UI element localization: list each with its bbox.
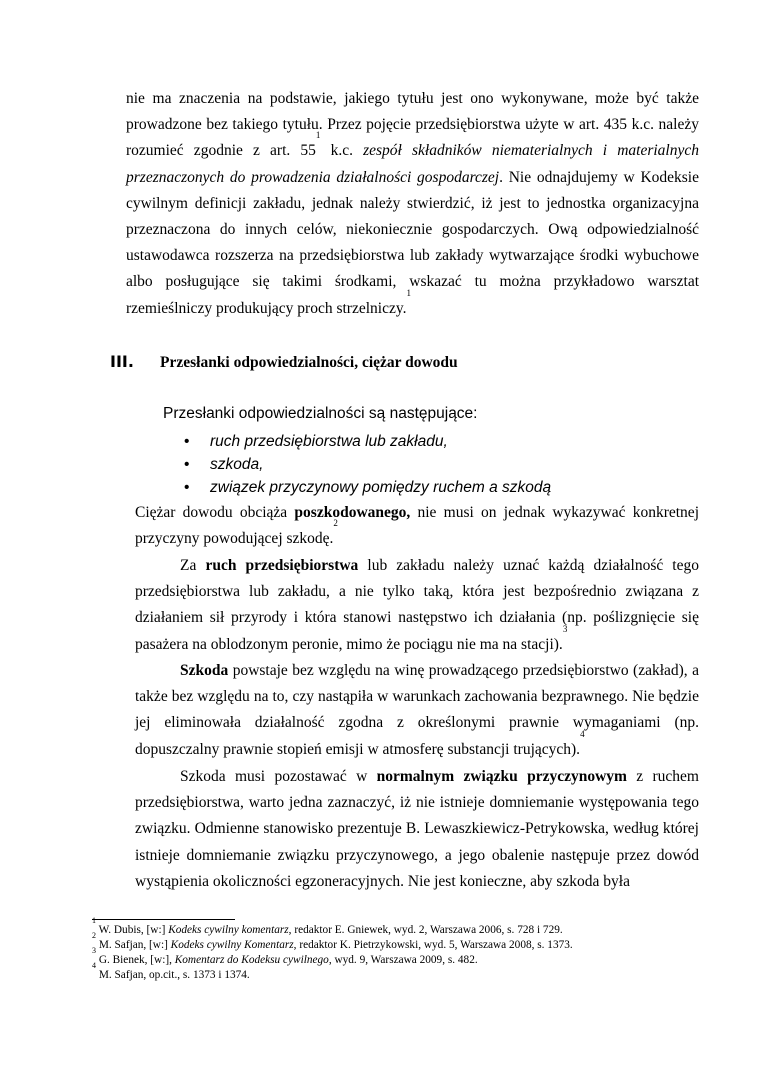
footnote-ref-1: 1 [406,287,411,298]
footnote-ref-2: 2 [333,518,338,529]
footnote-separator [92,919,235,920]
footnote: $^3$ G. Bienek, [w:], Komentarz do Kodeksu cywilnego, wyd. 9, Warszawa 2009, s. 482. [92,946,478,966]
paragraph-enterprise-definition: nie ma znaczenia na podstawie, jakiego tytułu jest ono wykonywane, może być także prowadzone bez takiego tytułu. Przez pojęcie przedsiębiorstwa użyte w art. 435 k.c. należy rozumieć zgodnie z art. $55^1$ k.c. zespół składników niematerialnych i materialnych przeznaczonych do prowadzenia działalności gospodarczej. Nie odnajdujemy w Kodeksie cywilnym definicji zakładu, jednak należy stwierdzić, iż jest to jednostka organizacyjna przeznaczona do innych celów, niekoniecznie gospodarczych. Ową odpowiedzialność ustawodawca rozszerza na przedsiębiorstwa lub zakłady wytwarzające środki wybuchowe albo posługujące się takimi środkami, wskazać tu można przykładowo warsztat rzemieślniczy produkujący proch strzelniczy.$^1$ [126,90,699,317]
footnote-ref-3: 3 [562,623,568,634]
footnotes [92,916,732,983]
footnote: $^4$ M. Safjan, op.cit., s. 1373 i 1374. [92,961,250,981]
paragraph-enterprise-operation: Za ruch przedsiębiorstwa lub zakładu należy uznać każdą działalność tego przedsiębiorstwa lub zakładu, a nie tylko taką, która jest bezpośrednio związana z działaniem sił przyrody i która stanowi następstwo ich działania (np. poślizgnięcie się pasażera na oblodzonym peronie, mimo że pociągu nie ma na stacji).$^3$ [135,557,699,653]
list-item: • związek przyczynowy pomiędzy ruchem a szkodą [180,476,551,499]
paragraph-burden-of-proof: Ciężar dowodu obciąża poszkodowanego, nie musi on jednak wykazywać konkretnej przyczyny powodującej szkodę.$^2$ [135,504,699,548]
footnote: $^2$ M. Safjan, [w:] Kodeks cywilny Komentarz, redaktor K. Pietrzykowski, wyd. 5, Warszawa 2008, s. 1373. [92,931,573,951]
bullet-icon: • [184,456,190,473]
list-intro: Przesłanki odpowiedzialności są następujące: [163,405,478,422]
bullet-icon: • [184,479,190,496]
footnote-ref-1a: 1 [315,130,321,141]
list-item: • szkoda, [180,453,551,476]
section-title: Przesłanki odpowiedzialności, ciężar dowodu [160,354,458,371]
footnote-ref-4: 4 [580,728,585,739]
bullet-icon: • [184,433,190,450]
section-number: III. [110,352,134,371]
section-heading [110,352,458,372]
paragraph-damage: Szkoda powstaje bez względu na winę prowadzącego przedsiębiorstwo (zakład), a także bez względu na to, czy nastąpiła w warunkach zachowania bezprawnego. Nie będzie jej eliminowała działalność zgodna z określonymi prawnie wymaganiami (np. dopuszczalny prawnie stopień emisji w atmosferę substancji trujących).$^4$ [135,662,699,758]
paragraph-causal-link: Szkoda musi pozostawać w normalnym związku przyczynowym z ruchem przedsiębiorstwa, warto jedna zaznaczyć, iż nie istnieje domniemanie występowania tego związku. Odmienne stanowisko prezentuje B. Lewaszkiewicz-Petrykowska, według której istnieje domniemanie związku przyczynowego, a jego obalenie następuje przez dowód wystąpienia okoliczności egzoneracyjnych. Nie jest konieczne, aby szkoda była [135,768,699,890]
list-item: • ruch przedsiębiorstwa lub zakładu, [180,430,551,453]
premises-list [180,430,551,499]
footnote: $^1$ W. Dubis, [w:] Kodeks cywilny komentarz, redaktor E. Gniewek, wyd. 2, Warszawa 2006, s. 728 i 729. [92,916,563,936]
